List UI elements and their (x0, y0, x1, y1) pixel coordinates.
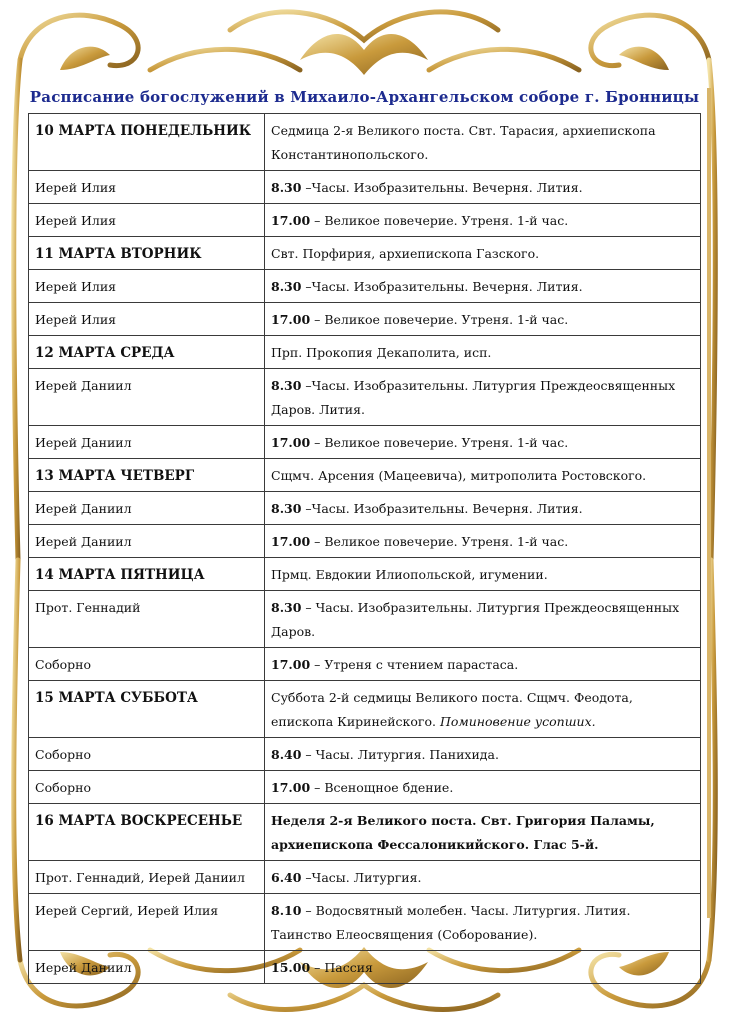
day-date-cell: 13 МАРТА ЧЕТВЕРГ (29, 459, 265, 492)
page-title: Расписание богослужений в Михаило-Архангельском соборе г. Бронницы (29, 88, 700, 106)
service-text: 17.00 – Великое повечерие. Утреня. 1-й час. (271, 312, 569, 327)
day-header-row (29, 459, 701, 492)
clergy-cell: Соборно (29, 648, 265, 681)
day-date-cell: 14 МАРТА ПЯТНИЦА (29, 558, 265, 591)
service-text: 15.00 – Пассия (271, 960, 373, 975)
service-cell (265, 270, 701, 303)
service-row (29, 204, 701, 237)
clergy-cell: Иерей Даниил (29, 426, 265, 459)
day-header-row (29, 114, 701, 171)
service-cell (265, 525, 701, 558)
clergy-cell: Иерей Илия (29, 204, 265, 237)
service-cell (265, 861, 701, 894)
service-cell (265, 771, 701, 804)
feast-description-cell (265, 681, 701, 738)
service-row (29, 426, 701, 459)
clergy-cell: Иерей Илия (29, 303, 265, 336)
day-header-row (29, 336, 701, 369)
service-text: 8.30 –Часы. Изобразительны. Литургия Преждеосвященных Даров. Лития. (271, 378, 676, 417)
service-row (29, 771, 701, 804)
feast-description-cell (265, 459, 701, 492)
clergy-cell: Соборно (29, 738, 265, 771)
commemoration-note: Поминовение усопших. (439, 714, 596, 729)
service-row (29, 591, 701, 648)
clergy-cell: Иерей Сергий, Иерей Илия (29, 894, 265, 951)
service-cell (265, 951, 701, 984)
service-cell (265, 894, 701, 951)
service-text: 17.00 – Великое повечерие. Утреня. 1-й час. (271, 213, 569, 228)
service-text: Суббота 2-й седмицы Великого поста. Сщмч. Феодота, епископа Киринейского. (271, 690, 633, 729)
feast-description-cell (265, 237, 701, 270)
service-cell (265, 591, 701, 648)
day-date-cell: 12 МАРТА СРЕДА (29, 336, 265, 369)
service-row (29, 648, 701, 681)
day-header-row (29, 558, 701, 591)
clergy-cell: Иерей Илия (29, 270, 265, 303)
service-text: 8.10 – Водосвятный молебен. Часы. Литургия. Лития. Таинство Елеосвящения (Соборование). (271, 903, 631, 942)
clergy-cell: Прот. Геннадий, Иерей Даниил (29, 861, 265, 894)
service-text: 8.30 –Часы. Изобразительны. Вечерня. Лития. (271, 279, 583, 294)
service-text: 17.00 – Великое повечерие. Утреня. 1-й час. (271, 534, 569, 549)
service-row (29, 492, 701, 525)
day-header-row (29, 681, 701, 738)
service-text: Неделя 2-я Великого поста. Свт. Григория Паламы, архиепископа Фессалоникийского. Глас 5-й. (271, 813, 655, 852)
service-cell (265, 204, 701, 237)
service-text: Седмица 2-я Великого поста. Свт. Тарасия, архиепископа Константинопольского. (271, 123, 656, 162)
service-cell (265, 369, 701, 426)
feast-description-cell (265, 804, 701, 861)
service-text: Свт. Порфирия, архиепископа Газского. (271, 246, 540, 261)
feast-description-cell (265, 558, 701, 591)
service-row (29, 369, 701, 426)
day-date-cell: 16 МАРТА ВОСКРЕСЕНЬЕ (29, 804, 265, 861)
day-date-cell: 11 МАРТА ВТОРНИК (29, 237, 265, 270)
service-text: 8.30 – Часы. Изобразительны. Литургия Преждеосвященных Даров. (271, 600, 680, 639)
service-row (29, 303, 701, 336)
clergy-cell: Иерей Даниил (29, 951, 265, 984)
service-cell (265, 303, 701, 336)
schedule-table (28, 113, 701, 984)
service-cell (265, 492, 701, 525)
service-row (29, 525, 701, 558)
service-text: Сщмч. Арсения (Мацеевича), митрополита Ростовского. (271, 468, 647, 483)
service-row (29, 738, 701, 771)
day-header-row (29, 804, 701, 861)
clergy-cell: Прот. Геннадий (29, 591, 265, 648)
clergy-cell: Иерей Даниил (29, 525, 265, 558)
service-cell (265, 648, 701, 681)
service-text: 17.00 – Утреня с чтением парастаса. (271, 657, 519, 672)
service-text: 8.40 – Часы. Литургия. Панихида. (271, 747, 499, 762)
feast-description-cell (265, 114, 701, 171)
service-cell (265, 171, 701, 204)
service-text: 17.00 – Великое повечерие. Утреня. 1-й час. (271, 435, 569, 450)
service-row (29, 270, 701, 303)
service-text: Прмц. Евдокии Илиопольской, игумении. (271, 567, 548, 582)
service-text: 8.30 –Часы. Изобразительны. Вечерня. Лития. (271, 501, 583, 516)
day-date-cell: 10 МАРТА ПОНЕДЕЛЬНИК (29, 114, 265, 171)
service-cell (265, 738, 701, 771)
clergy-cell: Соборно (29, 771, 265, 804)
service-text: 17.00 – Всенощное бдение. (271, 780, 454, 795)
clergy-cell: Иерей Илия (29, 171, 265, 204)
service-text: 6.40 –Часы. Литургия. (271, 870, 422, 885)
feast-description-cell (265, 336, 701, 369)
service-row (29, 171, 701, 204)
service-text: 8.30 –Часы. Изобразительны. Вечерня. Лития. (271, 180, 583, 195)
service-row (29, 861, 701, 894)
clergy-cell: Иерей Даниил (29, 369, 265, 426)
day-date-cell: 15 МАРТА СУББОТА (29, 681, 265, 738)
service-cell (265, 426, 701, 459)
day-header-row (29, 237, 701, 270)
service-row (29, 894, 701, 951)
service-text: Прп. Прокопия Декаполита, исп. (271, 345, 492, 360)
clergy-cell: Иерей Даниил (29, 492, 265, 525)
service-row (29, 951, 701, 984)
